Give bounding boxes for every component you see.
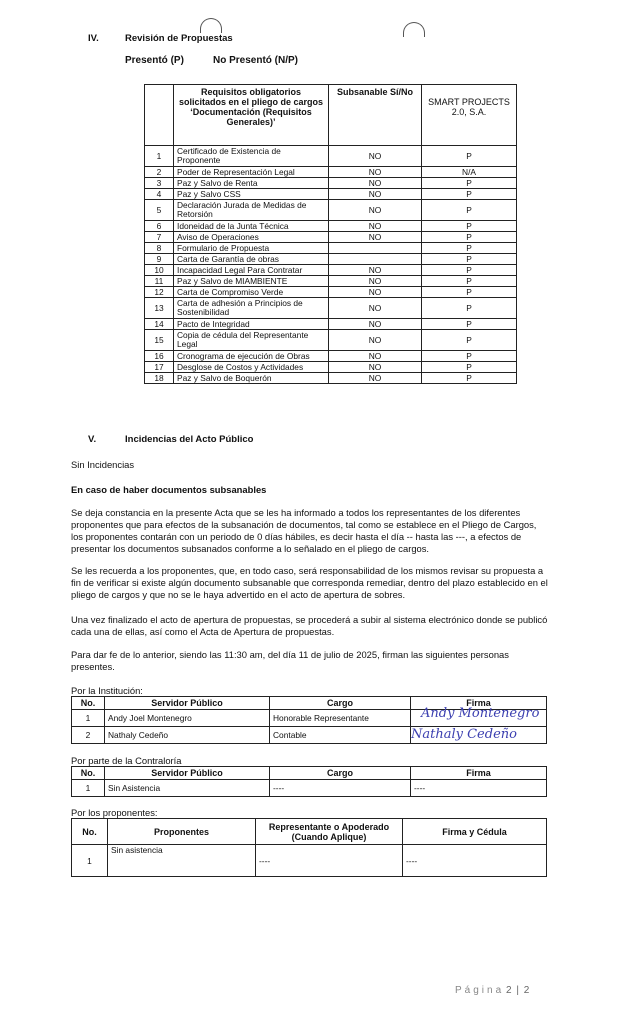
inst-row-1-name: Andy Joel Montenegro: [105, 710, 270, 727]
req-doc: Paz y Salvo CSS: [174, 189, 329, 200]
institucion-table: [71, 696, 547, 744]
req-row: [145, 254, 517, 265]
req-sub: NO: [329, 276, 422, 287]
req-value: P: [422, 276, 517, 287]
legend-no-presento: No Presentó (N/P): [213, 55, 299, 66]
req-sub: NO: [329, 189, 422, 200]
paragraph-publicacion: Una vez finalizado el acto de apertura de propuestas, se procederá a subir al sistema electrónico donde se publicó cada una de ellas, así como el Acta de Apertura de propuestas.: [71, 614, 548, 637]
contra-row-1-cargo: ----: [270, 780, 411, 797]
req-num: 3: [145, 178, 174, 189]
inst-row-2-firma: [411, 727, 547, 744]
req-row: [145, 298, 517, 319]
req-doc: Pacto de Integridad: [174, 319, 329, 330]
req-value: P: [422, 373, 517, 384]
req-sub: NO: [329, 351, 422, 362]
req-num: 7: [145, 232, 174, 243]
req-doc: Paz y Salvo de Renta: [174, 178, 329, 189]
req-num: 9: [145, 254, 174, 265]
prop-row-1-prop: Sin asistencia: [108, 845, 256, 877]
inst-row-2-no: 2: [72, 727, 105, 744]
inst-row-1-firma: [411, 706, 547, 727]
req-sub: NO: [329, 178, 422, 189]
req-header-company: SMART PROJECTS 2.0, S.A.: [422, 85, 517, 146]
req-doc: Carta de Garantía de obras: [174, 254, 329, 265]
section-5-title: Incidencias del Acto Público: [125, 434, 254, 445]
req-doc: Carta de adhesión a Principios de Sostenibilidad: [174, 298, 329, 319]
req-sub: NO: [329, 146, 422, 167]
req-doc: Certificado de Existencia de Proponente: [174, 146, 329, 167]
req-row: [145, 243, 517, 254]
prop-header-firma: Firma y Cédula: [403, 819, 547, 845]
req-doc: Desglose de Costos y Actividades: [174, 362, 329, 373]
req-header-doc: Requisitos obligatorios solicitados en el pliego de cargos ‘Documentación (Requisitos Generales)’: [174, 85, 329, 146]
req-row: [145, 221, 517, 232]
req-num: 5: [145, 200, 174, 221]
req-row: [145, 265, 517, 276]
req-value: P: [422, 146, 517, 167]
punch-hole-left: [200, 18, 222, 33]
req-num: 2: [145, 167, 174, 178]
signature-nathaly: Nathaly Cedeño: [411, 727, 517, 742]
req-row: [145, 232, 517, 243]
req-value: P: [422, 254, 517, 265]
footer-page-number: 2 | 2: [506, 985, 531, 996]
req-doc: Aviso de Operaciones: [174, 232, 329, 243]
proponentes-table: [71, 818, 547, 877]
req-doc: Carta de Compromiso Verde: [174, 287, 329, 298]
req-sub: NO: [329, 221, 422, 232]
section-4-title: Revisión de Propuestas: [125, 33, 233, 44]
req-row: [145, 178, 517, 189]
paragraph-subsanacion: Se deja constancia en la presente Acta que se les ha informado a todos los representantes de los diferentes proponentes que para efectos de la subsanación de documentos, tal como se establece en el Pliego de Cargos, los proponentes contarán con un periodo de 0 días hábiles, es decir hasta el día -- hasta las ---, a efectos de presentar los documentos subsanados conforme a lo señalado en el pliego de cargos.: [71, 507, 537, 554]
inst-header-cargo: Cargo: [270, 697, 411, 710]
req-row: [145, 330, 517, 351]
req-num: 12: [145, 287, 174, 298]
req-value: N/A: [422, 167, 517, 178]
contra-header-no: No.: [72, 767, 105, 780]
inst-header-servidor: Servidor Público: [105, 697, 270, 710]
proponentes-label: Por los proponentes:: [71, 807, 158, 818]
req-sub: [329, 243, 422, 254]
institucion-label: Por la Institución:: [71, 685, 143, 696]
req-value: P: [422, 319, 517, 330]
contraloria-label: Por parte de la Contraloría: [71, 755, 182, 766]
punch-hole-right: [403, 22, 425, 37]
req-value: P: [422, 351, 517, 362]
req-header-sub: Subsanable Sí/No: [329, 85, 422, 146]
req-num: 15: [145, 330, 174, 351]
req-row: [145, 319, 517, 330]
req-row: [145, 362, 517, 373]
req-row: [145, 373, 517, 384]
req-num: 10: [145, 265, 174, 276]
req-sub: NO: [329, 298, 422, 319]
req-sub: NO: [329, 287, 422, 298]
req-row: [145, 351, 517, 362]
contra-row-1-no: 1: [72, 780, 105, 797]
contraloria-table: [71, 766, 547, 797]
req-doc: Copia de cédula del Representante Legal: [174, 330, 329, 351]
req-value: P: [422, 287, 517, 298]
req-value: P: [422, 189, 517, 200]
req-doc: Cronograma de ejecución de Obras: [174, 351, 329, 362]
subsanables-title: En caso de haber documentos subsanables: [71, 484, 267, 495]
req-doc: Incapacidad Legal Para Contratar: [174, 265, 329, 276]
req-sub: NO: [329, 319, 422, 330]
prop-header-prop: Proponentes: [108, 819, 256, 845]
req-doc: Poder de Representación Legal: [174, 167, 329, 178]
req-row: [145, 276, 517, 287]
inst-row-1-no: 1: [72, 710, 105, 727]
req-row: [145, 167, 517, 178]
req-sub: NO: [329, 362, 422, 373]
contra-header-servidor: Servidor Público: [105, 767, 270, 780]
req-doc: Paz y Salvo de Boquerón: [174, 373, 329, 384]
req-value: P: [422, 330, 517, 351]
req-header-num: [145, 85, 174, 146]
req-value: P: [422, 362, 517, 373]
req-sub: NO: [329, 167, 422, 178]
inst-header-no: No.: [72, 697, 105, 710]
contra-row-1-firma: ----: [411, 780, 547, 797]
req-num: 8: [145, 243, 174, 254]
req-sub: NO: [329, 373, 422, 384]
section-5-number: V.: [88, 434, 97, 445]
req-value: P: [422, 265, 517, 276]
req-doc: Formulario de Propuesta: [174, 243, 329, 254]
paragraph-recordatorio: Se les recuerda a los proponentes, que, en todo caso, será responsabilidad de los mismos revisar su propuesta a fin de verificar si existe algún documento subsanable que corresponda remediar, dentro del plazo establecido en el pliego de cargos y que no se le haya advertido en el acto de apertura de sobres.: [71, 565, 548, 600]
contra-header-firma: Firma: [411, 767, 547, 780]
prop-header-no: No.: [72, 819, 108, 845]
inst-header-firma: Firma: [411, 697, 547, 710]
inst-row-2-cargo: Contable: [270, 727, 411, 744]
req-num: 18: [145, 373, 174, 384]
inst-row-1-cargo: Honorable Representante: [270, 710, 411, 727]
req-value: P: [422, 221, 517, 232]
req-doc: Declaración Jurada de Medidas de Retorsión: [174, 200, 329, 221]
req-num: 1: [145, 146, 174, 167]
signature-andy: Andy Montenegro: [421, 706, 540, 721]
req-num: 6: [145, 221, 174, 232]
req-num: 17: [145, 362, 174, 373]
req-value: P: [422, 243, 517, 254]
prop-header-rep: Representante o Apoderado (Cuando Aplique): [256, 819, 403, 845]
req-value: P: [422, 200, 517, 221]
req-value: P: [422, 178, 517, 189]
section-4-number: IV.: [88, 33, 99, 44]
req-sub: NO: [329, 265, 422, 276]
prop-row-1-no: 1: [72, 845, 108, 877]
requirements-table: [144, 84, 517, 384]
req-sub: NO: [329, 200, 422, 221]
contra-header-cargo: Cargo: [270, 767, 411, 780]
req-doc: Idoneidad de la Junta Técnica: [174, 221, 329, 232]
req-num: 11: [145, 276, 174, 287]
req-row: [145, 146, 517, 167]
req-row: [145, 287, 517, 298]
req-value: P: [422, 232, 517, 243]
req-doc: Paz y Salvo de MIAMBIENTE: [174, 276, 329, 287]
req-sub: NO: [329, 232, 422, 243]
paragraph-firma: Para dar fe de lo anterior, siendo las 11:30 am, del día 11 de julio de 2025, firman las siguientes personas presentes.: [71, 649, 509, 672]
req-row: [145, 189, 517, 200]
req-row: [145, 200, 517, 221]
prop-row-1-firma: ----: [403, 845, 547, 877]
inst-row-2-name: Nathaly Cedeño: [105, 727, 270, 744]
legend-presento: Presentó (P): [125, 55, 184, 66]
req-num: 16: [145, 351, 174, 362]
prop-row-1-rep: ----: [256, 845, 403, 877]
req-num: 4: [145, 189, 174, 200]
req-value: P: [422, 298, 517, 319]
footer-pagina: Página: [455, 985, 505, 996]
req-sub: NO: [329, 330, 422, 351]
contra-row-1-name: Sin Asistencia: [105, 780, 270, 797]
req-num: 13: [145, 298, 174, 319]
req-sub: [329, 254, 422, 265]
sin-incidencias: Sin Incidencias: [71, 459, 135, 470]
req-num: 14: [145, 319, 174, 330]
